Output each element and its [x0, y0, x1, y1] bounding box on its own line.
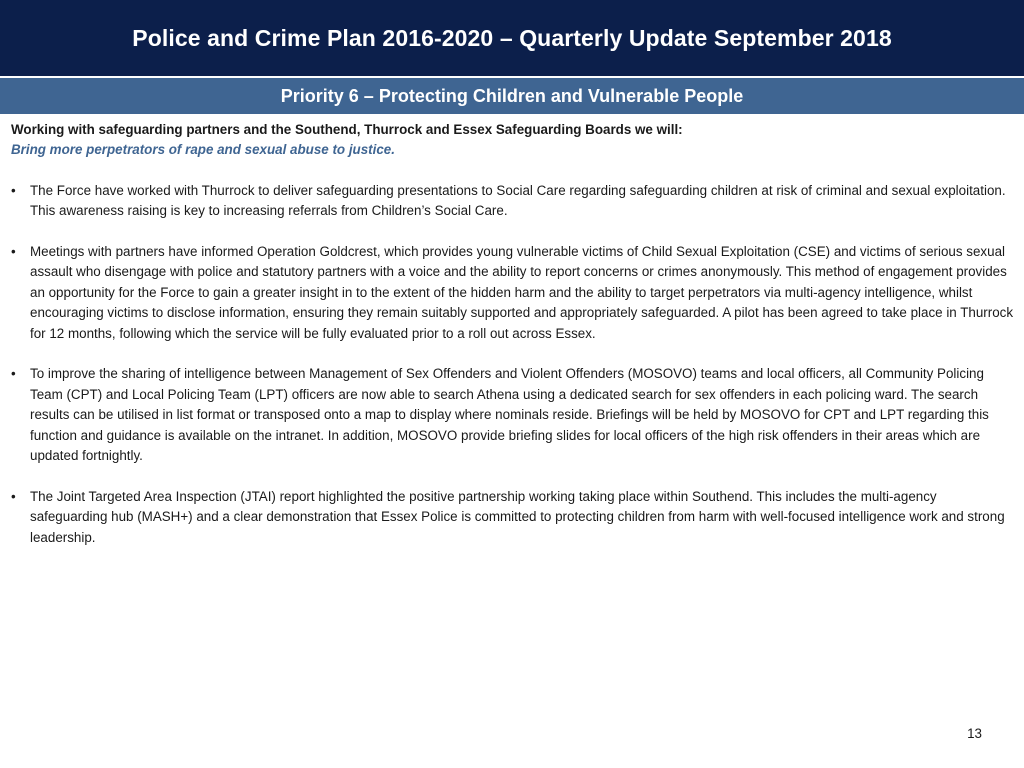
bullet-marker: •: [11, 182, 16, 198]
priority-banner: [0, 78, 1024, 114]
bullet-item-safeguarding-presentations: [11, 181, 1014, 222]
page-number: 13: [967, 726, 982, 741]
priority-heading: Priority 6 – Protecting Children and Vulnerable People: [280, 85, 744, 106]
bullet-text: Meetings with partners have informed Operation Goldcrest, which provides young vulnerable victims of Child Sexual Exploitation (CSE) and victims of serious sexual assault who disengage with police and statutory partners with a voice and the ability to report concerns or crimes anonymously. This method of engagement provides an opportunity for the Force to gain a greater insight in to the extent of the hidden harm and the ability to target perpetrators via multi-agency intelligence, whilst encouraging victims to disclose information, ensuring they remain suitably supported and appropriately safeguarded. A pilot has been agreed to take place in Thurrock for 12 months, following which the service will be fully evaluated prior to a roll out across Essex.: [30, 244, 1014, 341]
bullet-text: To improve the sharing of intelligence between Management of Sex Offenders and Violent Offenders (MOSOVO) teams and local officers, all Community Policing Team (CPT) and Local Policing Team (LPT) officers are now able to search Athena using a dedicated search for sex offenders in each policing ward. The search results can be utilised in list format or transposed onto a map to display where nominals reside. Briefings will be held by MOSOVO for CPT and LPT regarding this function and guidance is available on the intranet. In addition, MOSOVO provide briefing slides for local officers of the high risk offenders in their areas which are updated fortnightly.: [30, 366, 989, 464]
update-bullet-list: [11, 181, 1014, 548]
bullet-item-mosovo-intelligence: [11, 364, 1014, 466]
page-title: Police and Crime Plan 2016-2020 – Quarterly Update September 2018: [132, 24, 892, 51]
bullet-marker: •: [11, 488, 16, 504]
bullet-text: The Force have worked with Thurrock to deliver safeguarding presentations to Social Care regarding safeguarding children at risk of criminal and sexual exploitation. This awareness raising is key to increasing referrals from Children’s Social Care.: [30, 182, 1006, 219]
bullet-item-jtai-report: [11, 487, 1014, 548]
priority-goal: Bring more perpetrators of rape and sexual abuse to justice.: [11, 142, 395, 158]
bullet-marker: •: [11, 244, 16, 260]
bullet-item-operation-goldcrest: [11, 242, 1014, 344]
intro-lead: Working with safeguarding partners and the Southend, Thurrock and Essex Safeguarding Boards we will:: [11, 122, 683, 137]
title-banner: [0, 0, 1024, 76]
content-area: [11, 120, 1014, 568]
bullet-text: The Joint Targeted Area Inspection (JTAI) report highlighted the positive partnership working taking place within Southend. This includes the multi-agency safeguarding hub (MASH+) and a clear demonstration that Essex Police is committed to protecting children from harm with well-focused intelligence work and strong leadership.: [30, 488, 1005, 545]
bullet-marker: •: [11, 366, 16, 382]
